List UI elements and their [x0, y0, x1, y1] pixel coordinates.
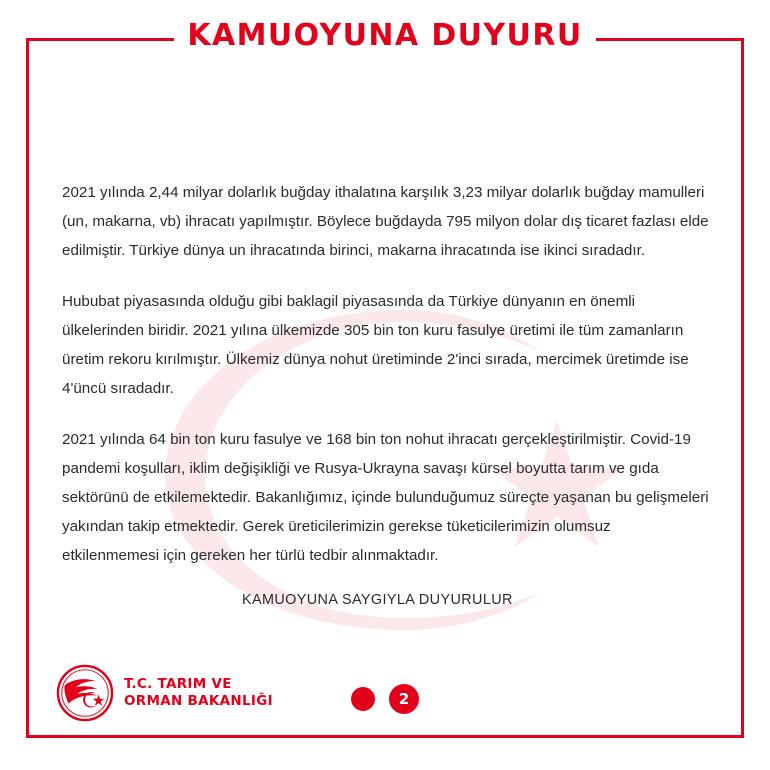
paragraph-2: Hububat piyasasında olduğu gibi baklagil piyasasında da Türkiye dünyanın en önemli ülkelerinden biridir. 2021 yılına ülkemizde 305 bin ton kuru fasulye üretimi ile tüm zamanların üretim rekoru kırılmıştır. Ülkemiz dünya nohut üretiminde 2'inci sırada, mercimek üretimde ise 4'üncü sıradadır. — [62, 293, 689, 397]
frame-border-bottom — [26, 735, 744, 738]
closing-statement: KAMUOYUNA SAYGIYLA DUYURULUR — [242, 592, 513, 608]
frame-border-right — [741, 38, 744, 738]
announcement-body — [62, 178, 710, 608]
ministry-name — [124, 676, 273, 710]
paragraph-3: 2021 yılında 64 bin ton kuru fasulye ve 168 bin ton nohut ihracatı gerçekleştirilmiştir. Covid-19 pandemi koşulları, iklim değişikliği ve Rusya-Ukrayna savaşı kürsel boyutta tarım ve gıda sektörünü de etkilemektedir. Bakanlığımız, içinde bulunduğumuz süreçte yaşanan bu gelişmeleri yakından takip etmektedir. Gerek üreticilerimizin gerekse tüketicilerimizin olumsuz etkilenmemesi için gereken her türlü tedbir alınmaktadır. — [62, 431, 709, 564]
ministry-logo — [56, 664, 273, 722]
ministry-name-line-1: T.C. TARIM VE — [124, 676, 232, 692]
page-number-badge: 2 — [389, 684, 419, 714]
frame-border-left — [26, 38, 29, 738]
page-footer — [0, 652, 770, 722]
ministry-name-line-2: ORMAN BAKANLIĞI — [124, 693, 273, 709]
page-dot-icon — [351, 687, 375, 711]
page-indicator — [351, 684, 419, 714]
crescent-star-emblem-icon — [56, 664, 114, 722]
paragraph-1: 2021 yılında 2,44 milyar dolarlık buğday ithalatına karşılık 3,23 milyar dolarlık buğday mamulleri (un, makarna, vb) ihracatı yapılmıştır. Böylece buğdayda 795 milyon dolar dış ticaret fazlası elde edilmiştir. Türkiye dünya un ihracatında birinci, makarna ihracatında ise ikinci sıradadır. — [62, 184, 709, 259]
page-title: KAMUOYUNA DUYURU — [187, 18, 583, 53]
